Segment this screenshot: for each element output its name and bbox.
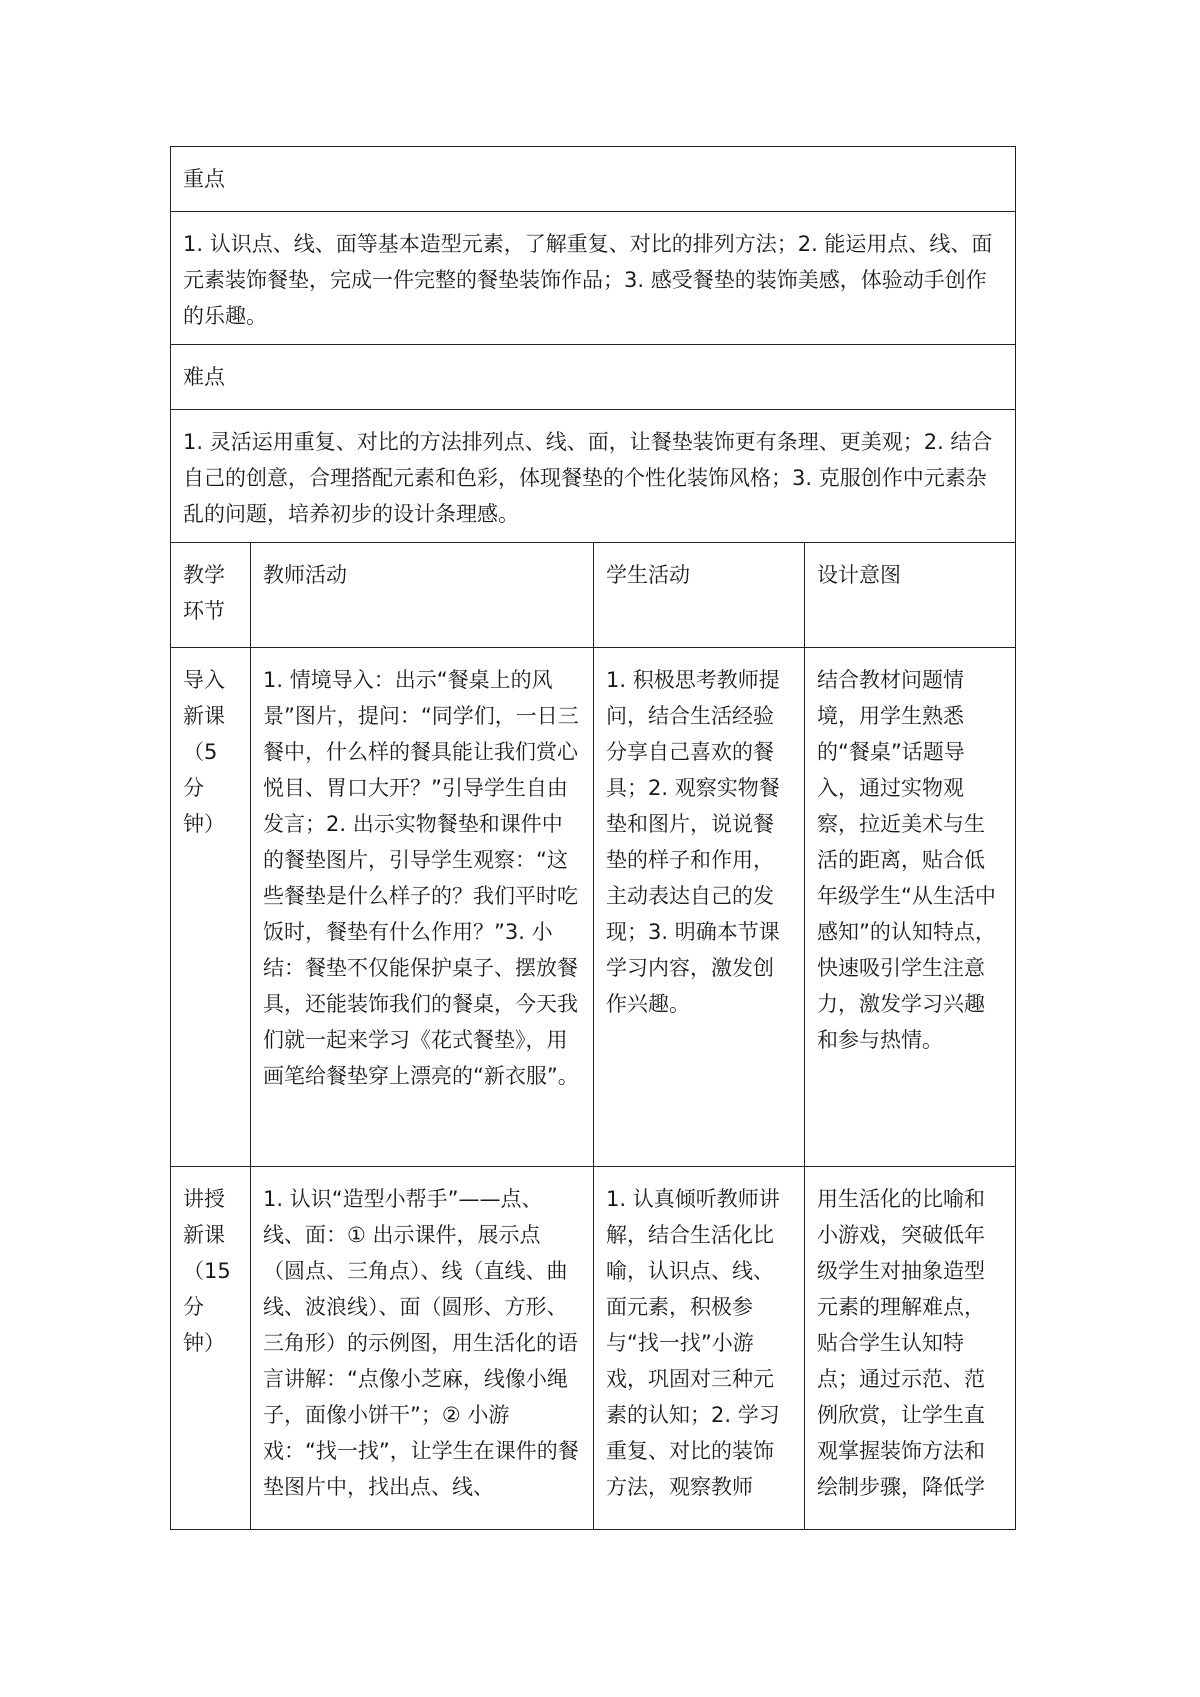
teacher-activity-cell: 1. 认识“造型小帮手”——点、线、面：① 出示课件，展示点（圆点、三角点）、线（直线、曲线、波浪线）、面（圆形、方形、三角形）的示例图，用生活化的语言讲解：“点像小芝麻，线像小绳子，面像小饼干”；② 小游戏：“找一找”，让学生在课件的餐垫图片中，找出点、线、: [251, 1167, 594, 1530]
header-stage: 教学 环节: [171, 543, 251, 648]
key-points-heading-row: [171, 147, 1016, 212]
design-intent-cell: 用生活化的比喻和小游戏，突破低年级学生对抽象造型元素的理解难点，贴合学生认知特点；通过示范、范例欣赏，让学生直观掌握装饰方法和绘制步骤，降低学: [805, 1167, 1016, 1530]
key-points-content-row: [171, 212, 1016, 345]
difficult-points-content: 1. 灵活运用重复、对比的方法排列点、线、面，让餐垫装饰更有条理、更美观；2. 结合自己的创意，合理搭配元素和色彩，体现餐垫的个性化装饰风格；3. 克服创作中元素杂乱的问题，培养初步的设计条理感。: [171, 410, 1016, 543]
stage-cell: 讲授 新课 （15 分 钟）: [171, 1167, 251, 1530]
table-header-row: [171, 543, 1016, 648]
difficult-points-heading-row: [171, 345, 1016, 410]
student-activity-cell: 1. 积极思考教师提问，结合生活经验分享自己喜欢的餐具；2. 观察实物餐垫和图片，说说餐垫的样子和作用，主动表达自己的发现；3. 明确本节课学习内容，激发创作兴趣。: [594, 648, 805, 1167]
table-row: [171, 1167, 1016, 1530]
difficult-points-heading: 难点: [171, 345, 1016, 410]
difficult-points-content-row: [171, 410, 1016, 543]
design-intent-cell: 结合教材问题情境，用学生熟悉的“餐桌”话题导入，通过实物观察，拉近美术与生活的距离，贴合低年级学生“从生活中感知”的认知特点，快速吸引学生注意力，激发学习兴趣和参与热情。: [805, 648, 1016, 1167]
header-design-intent: 设计意图: [805, 543, 1016, 648]
header-teacher-activity: 教师活动: [251, 543, 594, 648]
key-points-heading: 重点: [171, 147, 1016, 212]
key-points-content: 1. 认识点、线、面等基本造型元素，了解重复、对比的排列方法；2. 能运用点、线、面元素装饰餐垫，完成一件完整的餐垫装饰作品；3. 感受餐垫的装饰美感，体验动手创作的乐趣。: [171, 212, 1016, 345]
student-activity-cell: 1. 认真倾听教师讲解，结合生活化比喻，认识点、线、面元素，积极参与“找一找”小游戏，巩固对三种元素的认知；2. 学习重复、对比的装饰方法，观察教师: [594, 1167, 805, 1530]
teacher-activity-cell: 1. 情境导入：出示“餐桌上的风景”图片，提问：“同学们，一日三餐中，什么样的餐具能让我们赏心悦目、胃口大开？”引导学生自由发言；2. 出示实物餐垫和课件中的餐垫图片，引导学生观察：“这些餐垫是什么样子的？我们平时吃饭时，餐垫有什么作用？”3. 小结：餐垫不仅能保护桌子、摆放餐具，还能装饰我们的餐桌，今天我们就一起来学习《花式餐垫》，用画笔给餐垫穿上漂亮的“新衣服”。: [251, 648, 594, 1167]
header-student-activity: 学生活动: [594, 543, 805, 648]
stage-cell: 导入 新课 （5 分 钟）: [171, 648, 251, 1167]
table-row: [171, 648, 1016, 1167]
lesson-plan-table: [170, 146, 1016, 1530]
